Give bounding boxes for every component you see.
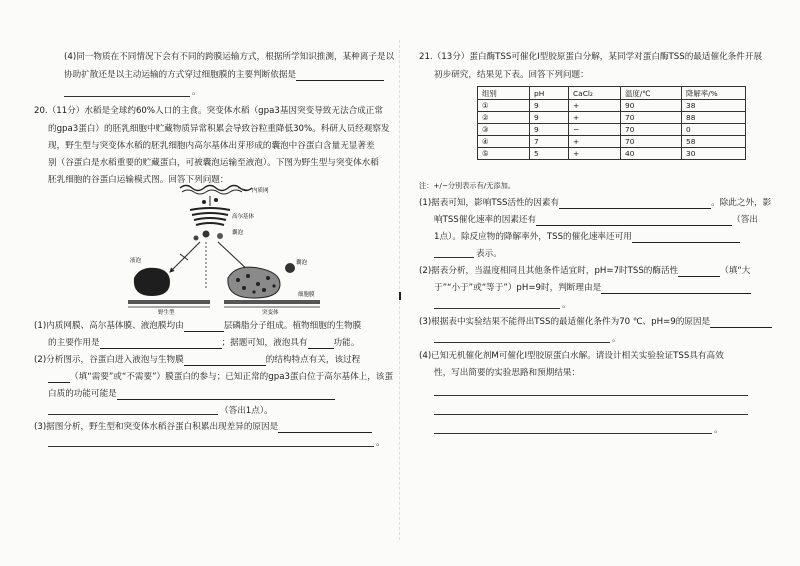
table-cell: 9 — [530, 112, 569, 124]
table-cell: 40 — [621, 148, 682, 160]
q21-1-text: 1点）。除反应物的降解率外，TSS的催化速率还可用 — [434, 232, 632, 242]
q21-3-line1 — [419, 317, 772, 328]
answer-blank[interactable] — [100, 339, 222, 349]
answer-line[interactable] — [434, 433, 712, 434]
golgi-stack — [190, 208, 230, 210]
q20-1-text: 层磷脂分子组成。植物细胞的生物膜 — [223, 321, 362, 331]
q20-line2: 的gpa3蛋白）的胚乳细胞中贮藏物质异常积累会导致谷粒重降低30%。科研人员经观察发 — [48, 124, 390, 134]
golgi-stack — [192, 213, 228, 215]
q20-2-line1 — [34, 355, 360, 366]
answer-blank[interactable] — [117, 390, 335, 400]
q21-2-text: 于”“小于”或“等于”）pH=9时，判断理由是 — [434, 283, 602, 293]
column-divider — [399, 40, 400, 540]
q21-2-line1 — [419, 266, 750, 277]
table-row — [478, 124, 746, 136]
answer-blank[interactable] — [184, 356, 266, 366]
q21-1-text: 响TSS催化速率的因素还有 — [434, 215, 537, 225]
table-cell: + — [569, 112, 621, 124]
label-vesicle-right: 囊泡 — [296, 260, 308, 266]
q20-line1: 20.（11分）水稻是全球约60%人口的主食。突变体水稻（gpa3基因突变导致无法合成正常 — [34, 106, 383, 116]
table-row — [478, 100, 746, 112]
answer-line[interactable] — [434, 395, 748, 396]
q20-2-line3 — [48, 389, 335, 400]
answer-blank[interactable] — [601, 284, 751, 294]
answer-blank[interactable] — [678, 267, 720, 277]
table-header-row — [478, 87, 746, 100]
q21-4-line2: 性，写出简要的实验思路和预期结果： — [434, 368, 581, 378]
q20-2-text: (2)分析图示，谷蛋白进入液泡与生物膜 — [34, 355, 184, 365]
answer-line[interactable] — [48, 414, 218, 415]
table-cell: 7 — [530, 136, 569, 148]
q21-1-line1 — [419, 198, 771, 209]
table-cell: 88 — [682, 112, 746, 124]
table-header: 组别 — [478, 87, 530, 100]
q20-1-line2 — [48, 338, 359, 349]
vesicle-dot — [214, 198, 218, 202]
table-header: 温度/℃ — [621, 87, 682, 100]
table-cell: 70 — [621, 124, 682, 136]
vacuole-wild — [134, 268, 170, 296]
table-header: 降解率/% — [682, 87, 746, 100]
answer-line[interactable] — [48, 446, 374, 447]
table-row — [478, 136, 746, 148]
q20-2-text: 的结构特点有关，该过程 — [265, 355, 361, 365]
vesicle — [194, 236, 199, 241]
q19-4-line2 — [64, 70, 384, 81]
table-cell: ② — [478, 112, 530, 124]
answer-line[interactable] — [434, 308, 560, 309]
q19-4-line2-text: 协助扩散还是以主动运输的方式穿过细胞膜的主要判断依据是 — [64, 70, 297, 80]
q20-2-text: （填“需要”或“不需要”）膜蛋白的参与；已知正常的gpa3蛋白位于高尔基体上，该蛋 — [70, 372, 394, 382]
period: 。 — [192, 87, 201, 97]
q20-1-text: 功能。 — [333, 338, 360, 348]
q20-line3: 现，野生型与突变体水稻的胚乳细胞内高尔基体出芽形成的囊泡中谷蛋白含量无显著差 — [48, 141, 375, 151]
label-golgi: 高尔基体 — [232, 214, 255, 220]
answer-blank[interactable] — [536, 216, 732, 226]
vesicle — [203, 231, 210, 238]
period: 。 — [612, 334, 621, 344]
label-wild: 野生型 — [158, 310, 175, 315]
answer-blank[interactable] — [48, 373, 70, 383]
answer-blank[interactable] — [184, 322, 224, 332]
q21-2-text: (2)据表分析，当温度相同且其他条件适宜时，pH=7时TSS的酶活性 — [419, 266, 679, 276]
table-cell: ① — [478, 100, 530, 112]
table-cell: 58 — [682, 136, 746, 148]
label-vesicle-top: 囊泡 — [232, 230, 244, 236]
q21-1-line2 — [434, 215, 758, 226]
q20-3-text: (3)据图分析，野生型和突变体水稻谷蛋白积累出现差异的原因是 — [34, 422, 279, 432]
q21-3-text: (3)根据表中实验结果不能得出TSS的最适催化条件为70 ℃、pH=9的原因是 — [419, 317, 711, 327]
table-cell: 90 — [621, 100, 682, 112]
label-er: 内质网 — [252, 188, 269, 194]
period: 。 — [562, 300, 571, 310]
table-row — [478, 148, 746, 160]
q21-1-text: (1)据表可知，影响TSS活性的因素有 — [419, 198, 560, 208]
q21-line1: 21.（13分）蛋白酶TSS可催化Ⅰ型胶原蛋白分解，某同学对蛋白酶TSS的最适催化条件开展 — [419, 52, 763, 62]
table-cell: 0 — [682, 124, 746, 136]
table-cell: 70 — [621, 112, 682, 124]
table-cell: + — [569, 100, 621, 112]
table-header: CaCl₂ — [569, 87, 621, 100]
table-header: pH — [530, 87, 569, 100]
table-cell: + — [569, 136, 621, 148]
q21-2-text: （填“大 — [720, 266, 751, 276]
table-cell: ③ — [478, 124, 530, 136]
table-cell: 5 — [530, 148, 569, 160]
table-row — [478, 112, 746, 124]
table-cell: 70 — [621, 136, 682, 148]
fold-mark — [399, 292, 401, 300]
vesicle-right — [285, 263, 295, 273]
answer-blank[interactable] — [632, 233, 740, 243]
q20-1-text: 的主要作用是 — [48, 338, 100, 348]
glutelin-transport-figure — [118, 180, 340, 315]
answer-blank[interactable] — [296, 71, 384, 81]
q21-1-text: 。除此之外，影 — [711, 198, 772, 208]
table-cell: ④ — [478, 136, 530, 148]
golgi-stack — [196, 223, 224, 225]
membrane-wild — [128, 300, 210, 304]
arrow-to-vacuole — [170, 242, 200, 272]
q20-1-text: (1)内质网膜、高尔基体膜、液泡膜均由 — [34, 321, 184, 331]
label-mutant: 突变体 — [262, 310, 279, 315]
q21-4-line1: (4)已知无机催化剂M可催化Ⅰ型胶原蛋白水解。请设计相关实验验证TSS具有高效 — [419, 351, 724, 361]
q20-2-line4: （答出1点）。 — [220, 406, 273, 416]
vesicle-dot — [202, 200, 206, 204]
q20-line4: 别（谷蛋白是水稻重要的贮藏蛋白，可被囊泡运输至液泡）。下图为野生型与突变体水稻 — [48, 158, 379, 168]
table-cell: 9 — [530, 124, 569, 136]
q20-1-line1 — [34, 321, 361, 332]
period: 。 — [376, 438, 385, 448]
q20-3-line1 — [34, 422, 372, 433]
q19-4-line1: (4)同一物质在不同情况下会有不同的跨膜运输方式，根据所学知识推测，某种离子是以 — [64, 52, 395, 62]
q21-1-text: （答出 — [732, 215, 758, 225]
table-cell: 30 — [682, 148, 746, 160]
membrane-mutant — [224, 300, 320, 304]
table-cell: + — [569, 148, 621, 160]
answer-line[interactable] — [434, 342, 610, 343]
golgi-stack — [194, 218, 226, 220]
q21-1-line3 — [434, 232, 740, 243]
answer-blank[interactable] — [710, 318, 772, 328]
q20-2-text: 白质的功能可能是 — [48, 389, 117, 399]
q20-2-line2 — [48, 372, 393, 383]
answer-line[interactable] — [64, 96, 190, 97]
results-table — [477, 86, 746, 160]
answer-blank[interactable] — [278, 423, 372, 433]
table-cell: ⑤ — [478, 148, 530, 160]
answer-blank[interactable] — [559, 199, 711, 209]
table-cell: − — [569, 124, 621, 136]
table-note: 注：+/−分别表示有/无添加。 — [419, 181, 515, 190]
q21-1-line4: 表示。 — [476, 249, 502, 259]
label-membrane: 细胞膜 — [298, 292, 315, 298]
period: 。 — [714, 425, 723, 435]
table-cell: 38 — [682, 100, 746, 112]
er-shape-2 — [182, 190, 242, 194]
er-shape — [180, 186, 252, 191]
q21-line2: 初步研究，结果见下表。回答下列问题： — [434, 70, 589, 80]
label-vacuole: 液泡 — [130, 258, 142, 264]
answer-line[interactable] — [434, 257, 474, 258]
table-cell: 9 — [530, 100, 569, 112]
answer-line[interactable] — [434, 414, 748, 415]
q20-1-text: ；据题可知，液泡具有 — [221, 338, 308, 348]
q21-2-line2 — [434, 283, 751, 294]
answer-blank[interactable] — [308, 339, 334, 349]
vesicle — [217, 233, 223, 239]
q20-line5: 胚乳细胞的谷蛋白运输模式图。回答下列问题： — [48, 175, 229, 185]
